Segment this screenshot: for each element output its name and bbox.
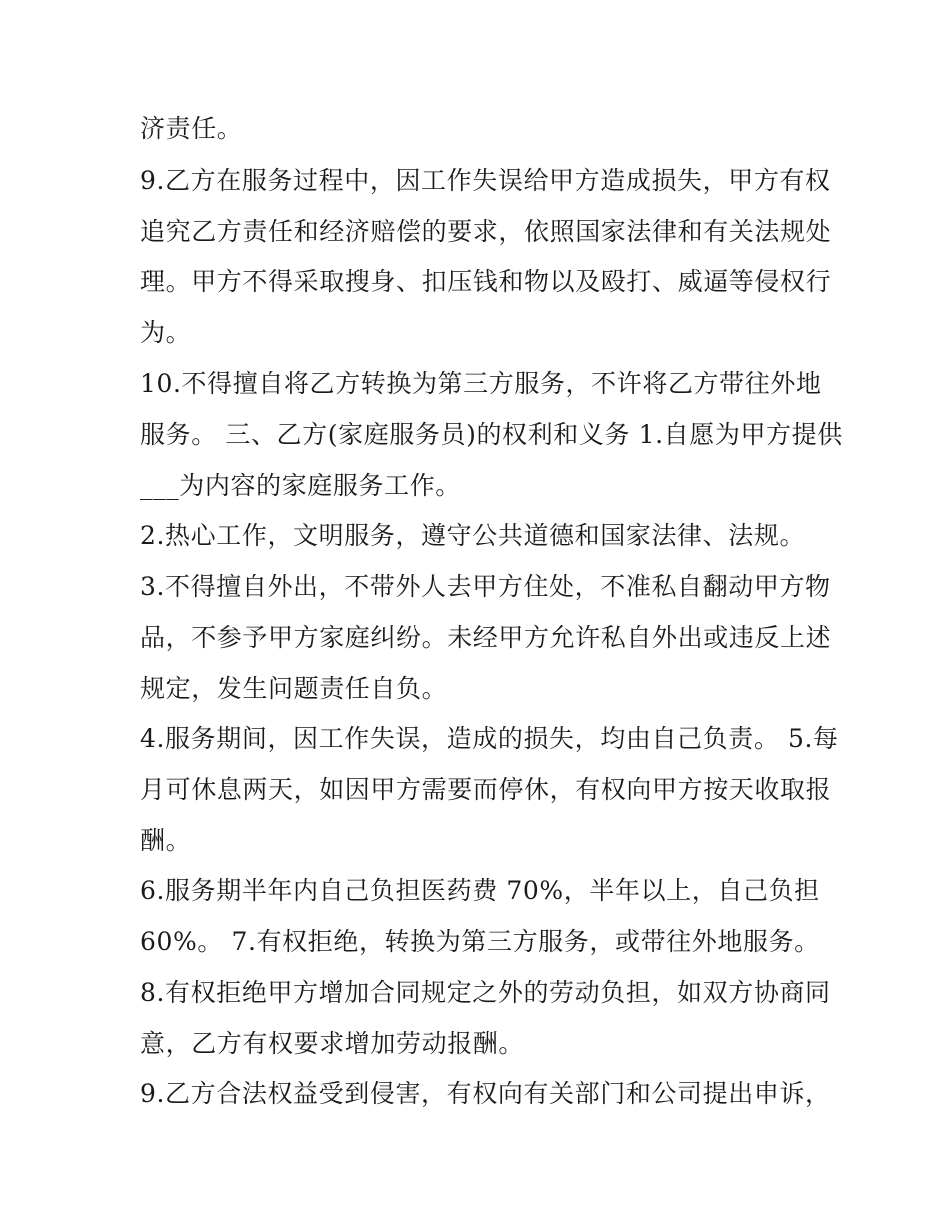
text-line: 9.乙方在服务过程中，因工作失误给甲方造成损失，甲方有权 — [140, 166, 831, 195]
text-line: ___为内容的家庭服务工作。 — [140, 471, 461, 500]
text-line: 规定，发生问题责任自负。 — [140, 674, 448, 703]
text-line: 8.有权拒绝甲方增加合同规定之外的劳动负担，如双方协商同 — [140, 978, 831, 1007]
text-line: 追究乙方责任和经济赔偿的要求，依照国家法律和有关法规处 — [140, 217, 832, 246]
text-line: 10.不得擅自将乙方转换为第三方服务，不许将乙方带往外地 — [140, 369, 822, 398]
text-line: 理。甲方不得采取搜身、扣压钱和物以及殴打、威逼等侵权行 — [140, 267, 832, 296]
text-line: 60%。 7.有权拒绝，转换为第三方服务，或带往外地服务。 — [140, 927, 820, 956]
text-line: 9.乙方合法权益受到侵害，有权向有关部门和公司提出申诉， — [140, 1079, 831, 1108]
text-line: 月可休息两天，如因甲方需要而停休，有权向甲方按天收取报 — [140, 775, 832, 804]
text-line: 6.服务期半年内自己负担医药费 70%，半年以上，自己负担 — [140, 876, 820, 905]
text-line: 意，乙方有权要求增加劳动报酬。 — [140, 1029, 525, 1058]
text-line: 服务。 三、乙方(家庭服务员)的权利和义务 1.自愿为甲方提供 — [140, 420, 843, 449]
text-line: 济责任。 — [140, 114, 243, 143]
text-line: 2.热心工作，文明服务，遵守公共道德和国家法律、法规。 — [140, 521, 806, 550]
text-line: 品，不参予甲方家庭纠纷。未经甲方允许私自外出或违反上述 — [140, 623, 832, 652]
text-line: 为。 — [140, 318, 192, 347]
text-line: 4.服务期间，因工作失误，造成的损失，均由自己负责。 5.每 — [140, 724, 839, 753]
text-line: 3.不得擅自外出，不带外人去甲方住处，不准私自翻动甲方物 — [140, 572, 831, 601]
text-line: 酬。 — [140, 826, 192, 855]
